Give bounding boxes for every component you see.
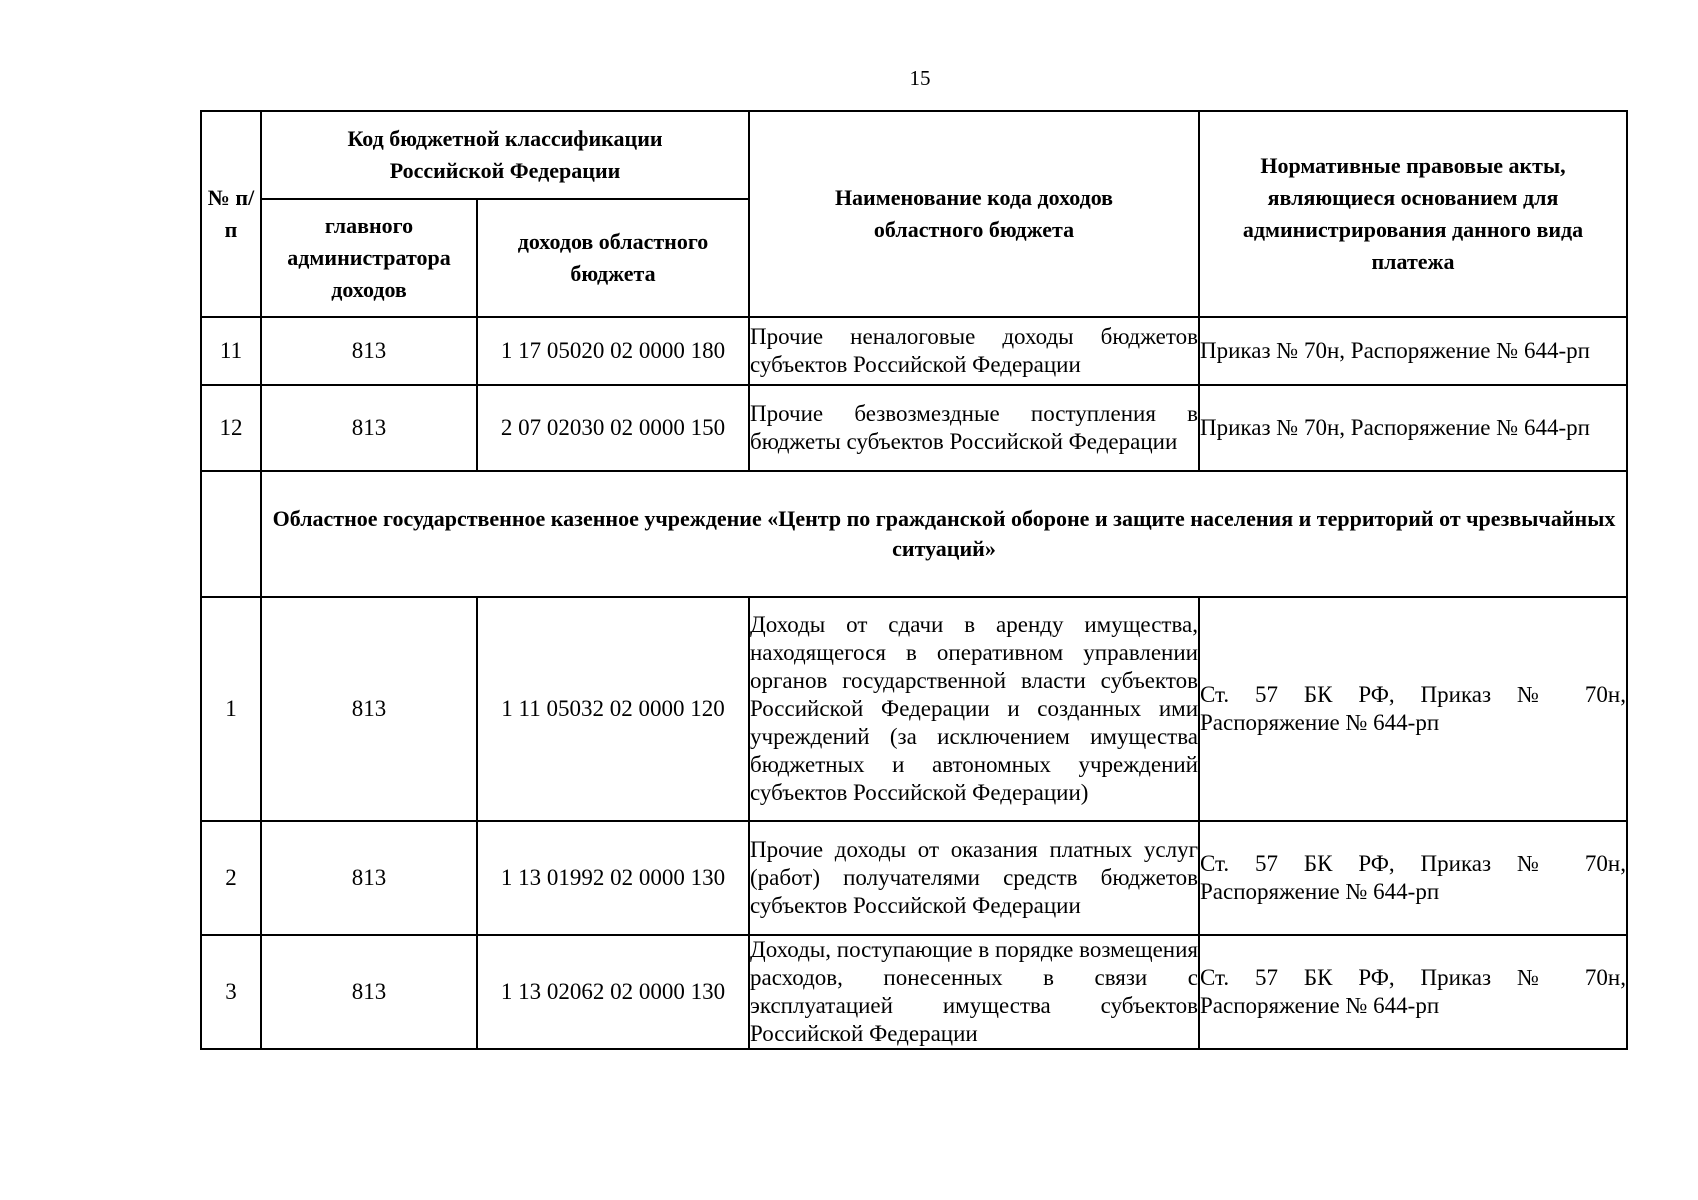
income-codes-table bbox=[200, 110, 1628, 1050]
table-row bbox=[201, 597, 1627, 821]
row-income-code: 1 13 01992 02 0000 130 bbox=[477, 821, 749, 935]
row-admin-code: 813 bbox=[261, 597, 477, 821]
row-num: 3 bbox=[201, 935, 261, 1049]
row-income-name: Доходы, поступающие в порядке возмещения расходов, понесенных в связи с эксплуатацией имущества субъектов Российской Федерации bbox=[749, 935, 1199, 1049]
row-admin-code: 813 bbox=[261, 385, 477, 471]
row-admin-code: 813 bbox=[261, 317, 477, 385]
row-num: 12 bbox=[201, 385, 261, 471]
row-legal-act: Ст. 57 БК РФ, Приказ № 70н, Распоряжение № 644-рп bbox=[1199, 597, 1627, 821]
row-admin-code: 813 bbox=[261, 821, 477, 935]
row-income-code: 1 17 05020 02 0000 180 bbox=[477, 317, 749, 385]
header-num: № п/п bbox=[201, 111, 261, 317]
row-income-name: Прочие доходы от оказания платных услуг (работ) получателями средств бюджетов субъектов Российской Федерации bbox=[749, 821, 1199, 935]
header-name: Наименование кода доходов областного бюджета bbox=[749, 111, 1199, 317]
row-income-code: 1 11 05032 02 0000 120 bbox=[477, 597, 749, 821]
table-row bbox=[201, 821, 1627, 935]
header-acts: Нормативные правовые акты, являющиеся основанием для администрирования данного вида платежа bbox=[1199, 111, 1627, 317]
header-kbk-admin: главного администратора доходов bbox=[261, 199, 477, 317]
row-income-name: Прочие неналоговые доходы бюджетов субъектов Российской Федерации bbox=[749, 317, 1199, 385]
table-row bbox=[201, 385, 1627, 471]
header-row-1 bbox=[201, 111, 1627, 199]
row-legal-act: Приказ № 70н, Распоряжение № 644-рп bbox=[1199, 385, 1627, 471]
row-legal-act: Ст. 57 БК РФ, Приказ № 70н, Распоряжение № 644-рп bbox=[1199, 935, 1627, 1049]
row-admin-code: 813 bbox=[261, 935, 477, 1049]
row-num: 1 bbox=[201, 597, 261, 821]
header-kbk-income: доходов областного бюджета bbox=[477, 199, 749, 317]
row-legal-act: Ст. 57 БК РФ, Приказ № 70н, Распоряжение № 644-рп bbox=[1199, 821, 1627, 935]
row-income-name: Доходы от сдачи в аренду имущества, находящегося в оперативном управлении органов государственной власти субъектов Российской Федерации и созданных ими учреждений (за исключением имущества бюджетных и автономных учреждений субъектов Российской Федерации) bbox=[749, 597, 1199, 821]
table-row bbox=[201, 935, 1627, 1049]
header-kbk-group: Код бюджетной классификации Российской Федерации bbox=[261, 111, 749, 199]
row-income-code: 1 13 02062 02 0000 130 bbox=[477, 935, 749, 1049]
table-row bbox=[201, 317, 1627, 385]
row-num: 2 bbox=[201, 821, 261, 935]
section-title: Областное государственное казенное учреждение «Центр по гражданской обороне и защите населения и территорий от чрезвычайных ситуаций» bbox=[261, 471, 1627, 597]
section-row bbox=[201, 471, 1627, 597]
row-income-code: 2 07 02030 02 0000 150 bbox=[477, 385, 749, 471]
section-num-empty bbox=[201, 471, 261, 597]
row-num: 11 bbox=[201, 317, 261, 385]
page-number: 15 bbox=[909, 66, 931, 90]
row-income-name: Прочие безвозмездные поступления в бюджеты субъектов Российской Федерации bbox=[749, 385, 1199, 471]
row-legal-act: Приказ № 70н, Распоряжение № 644-рп bbox=[1199, 317, 1627, 385]
